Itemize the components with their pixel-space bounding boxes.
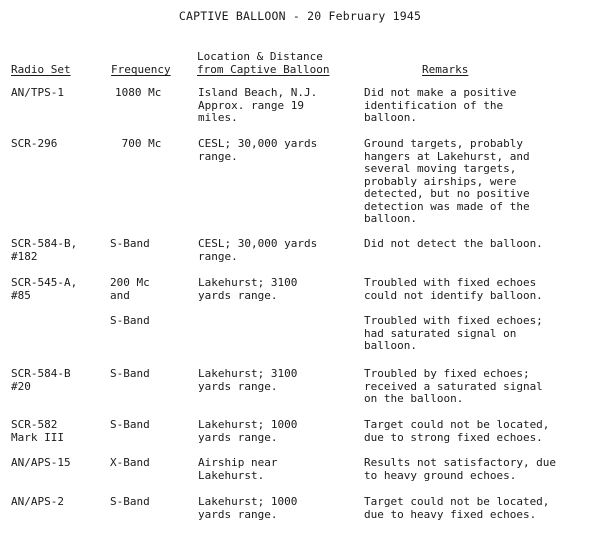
header-radio-set xyxy=(11,64,71,77)
row-6-radio-set: SCR-582 Mark III xyxy=(11,418,64,444)
row-1-frequency: 700 Mc xyxy=(115,137,162,150)
row-6-location: Lakehurst; 1000 yards range. xyxy=(198,418,298,444)
header-radio-set-label: Radio Set xyxy=(11,63,71,76)
header-remarks-label: Remarks xyxy=(422,63,469,76)
row-6-remarks: Target could not be located, due to strong fixed echoes. xyxy=(364,418,550,444)
row-3-frequency: 200 Mc and xyxy=(110,276,150,302)
row-2-location: CESL; 30,000 yards range. xyxy=(198,237,318,263)
row-2-radio-set: SCR-584-B, #182 xyxy=(11,237,78,263)
row-7-frequency: X-Band xyxy=(110,456,150,469)
row-5-frequency: S-Band xyxy=(110,367,150,380)
row-0-frequency: 1080 Mc xyxy=(115,86,162,99)
row-8-frequency: S-Band xyxy=(110,495,150,508)
row-4-remarks: Troubled with fixed echoes; had saturated signal on balloon. xyxy=(364,314,543,352)
row-7-radio-set: AN/APS-15 xyxy=(11,456,71,469)
row-4-frequency: S-Band xyxy=(110,314,150,327)
row-3-remarks: Troubled with fixed echoes could not identify balloon. xyxy=(364,276,543,302)
header-location-line2 xyxy=(197,64,329,77)
row-1-location: CESL; 30,000 yards range. xyxy=(198,137,318,163)
row-1-remarks: Ground targets, probably hangers at Lakehurst, and several moving targets, probably airships, were detected, but no positive detection was made of the balloon. xyxy=(364,137,530,225)
row-2-frequency: S-Band xyxy=(110,237,150,250)
row-3-radio-set: SCR-545-A, #85 xyxy=(11,276,78,302)
row-8-remarks: Target could not be located, due to heavy fixed echoes. xyxy=(364,495,550,521)
row-5-location: Lakehurst; 3100 yards range. xyxy=(198,367,298,393)
header-location-label: from Captive Balloon xyxy=(197,63,330,76)
row-6-frequency: S-Band xyxy=(110,418,150,431)
header-remarks xyxy=(422,64,468,77)
row-7-remarks: Results not satisfactory, due to heavy ground echoes. xyxy=(364,456,557,482)
row-7-location: Airship near Lakehurst. xyxy=(198,456,278,482)
header-frequency-label: Frequency xyxy=(111,63,171,76)
row-0-radio-set: AN/TPS-1 xyxy=(11,86,64,99)
row-3-location: Lakehurst; 3100 yards range. xyxy=(198,276,298,302)
row-0-location: Island Beach, N.J. Approx. range 19 miles. xyxy=(198,86,318,124)
row-1-radio-set: SCR-296 xyxy=(11,137,58,150)
row-5-radio-set: SCR-584-B #20 xyxy=(11,367,71,393)
document-title: CAPTIVE BALLOON - 20 February 1945 xyxy=(178,9,422,23)
row-5-remarks: Troubled by fixed echoes; received a saturated signal on the balloon. xyxy=(364,367,543,405)
row-0-remarks: Did not make a positive identification of the balloon. xyxy=(364,86,517,124)
row-8-location: Lakehurst; 1000 yards range. xyxy=(198,495,298,521)
header-location-line1: Location & Distance xyxy=(197,50,323,63)
row-2-remarks: Did not detect the balloon. xyxy=(364,237,543,250)
row-8-radio-set: AN/APS-2 xyxy=(11,495,64,508)
header-frequency xyxy=(111,64,171,77)
